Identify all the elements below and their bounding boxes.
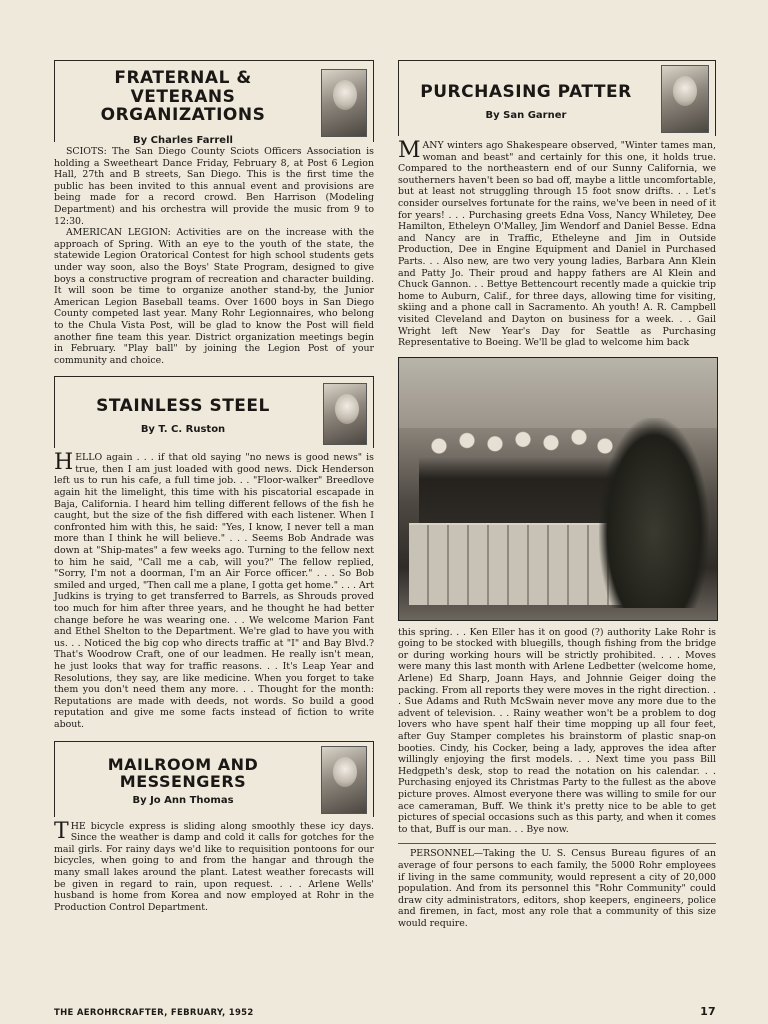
stainless-body xyxy=(54,452,374,730)
mailroom-header xyxy=(54,741,374,817)
fraternal-title: FRATERNAL & VETERANS ORGANIZATIONS xyxy=(100,68,266,126)
christmas-party-photo xyxy=(398,357,718,621)
left-column xyxy=(54,60,374,913)
stainless-byline: By T. C. Ruston xyxy=(140,423,226,435)
page-number: 17 xyxy=(700,1005,716,1018)
publication-line: THE AEROHRCRAFTER, FEBRUARY, 1952 xyxy=(54,1008,254,1018)
photo-christmas-tree xyxy=(599,418,709,608)
purchasing-paragraph-1 xyxy=(398,140,716,349)
fraternal-header xyxy=(54,60,374,147)
purchasing-header xyxy=(398,60,716,136)
page-footer xyxy=(54,1005,716,1018)
mailroom-byline: By Jo Ann Thomas xyxy=(132,794,234,806)
purchasing-text-2: this spring. . . Ken Eller has it on good (?) authority Lake Rohr is going to be stocked with bluegills, though fishing from the bridge or during working hours will be strictly prohibited. . . . Moves were many this last month with Arlene Ledbetter (welcome home, Arlene) Ed Sharp, Joann Hays, and Johnnie Geiger doing the packing. From all reports they were moves in the right direction. . . Sue Adams and Ruth McSwain never move any more due to the advent of television. . . Rainy weather won't be a problem to dog lovers who have spent half their time mopping up all four feet, after Guy Stamper completes his brainstorm of plastic snap-on booties. Cindy, his Cocker, being a lady, approves the idea after willingly enjoying the first models. . . Next time you pass Bill Hedgpeth's desk, stop to read the notation on his calendar. . . Purchasing enjoyed its Christmas Party to the fullest as the above picture proves. Almost everyone there was willing to smile for our ace cameraman, Buff. We think it's pretty nice to be able to get pictures of special occasions such as this party, and when it comes to that, Buff is our man. . . Bye now. xyxy=(398,626,716,835)
stainless-header xyxy=(54,376,374,448)
purchasing-dropcap: M xyxy=(398,138,421,163)
mailroom-section xyxy=(54,741,374,914)
stainless-section xyxy=(54,376,374,730)
purchasing-title: PURCHASING PATTER xyxy=(420,82,632,102)
mailroom-body xyxy=(54,818,374,914)
personnel-paragraph: PERSONNEL—Taking the U. S. Census Bureau figures of an average of four persons to each family, the 5000 Rohr employees if living in the same community, would represent a city of 20,000 population. And from its personnel this "Rohr Community" could draw city administrators, editors, shop keepers, engineers, police and firemen, in fact, most any role that a community of this size would require. xyxy=(398,843,716,929)
purchasing-section xyxy=(398,60,716,930)
purchasing-body-top xyxy=(398,140,716,349)
author-photo-garner xyxy=(661,65,709,133)
stainless-text: ELLO again . . . if that old saying "no news is good news" is true, then I am just loaded with good news. Dick Henderson left us to run his cafe, a full time job. . . "Floor-walker" Breedlove again hit the limelight, this time with his piscatorial escapade in Baja, California. I heard him telling different fellows of the fish he caught, but the size of the fish differed with each listener. When I confronted him with this, he said: "Yes, I know, I never tell a man more than I think he will believe." . . . Seems Bob Andrade was down at "Ship-mates" a few weeks ago. Turning to the fellow next to him he said, "Call me a cab, will you?" The fellow replied, "Sorry, I'm not a doorman, I'm an Air Force officer." . . . So Bob smiled and urged, "Then call me a plane, I gotta get home." . . . Art Judkins is trying to get transferred to Barrels, as Shrouds proved too much for him after three years, and he thought he had better change before he was wearing one. . . We welcome Marion Fant and Ethel Shelton to the Department. We're glad to have you with us. . . Noticed the big cop who directs traffic at "I" and Bay Blvd.? That's Woodrow Craft, one of our leadmen. He really isn't mean, he just looks that way for traffic reasons. . . It's Leap Year and Resolutions, they say, are like medicine. When you forget to take them you don't need them any more. . . Thought for the month: Reputations are made with deeds, not words. So build a good reputation and give me some facts instead of fiction to write about. xyxy=(54,452,374,730)
mailroom-text: HE bicycle express is sliding along smoothly these icy days. Since the weather is damp and cold it calls for gotches for the mail girls. For rainy days we'd like to requisition pontoons for our bicycles, when going to and from the hangar and through the many small lakes around the plant. Latest weather forecasts will be given in regard to rain, upon request. . . . Arlene Wells' husband is home from Korea and now employed at Rohr in the Production Control Department. xyxy=(54,820,374,913)
stainless-dropcap: H xyxy=(54,450,74,476)
fraternal-section xyxy=(54,60,374,366)
purchasing-text-1: ANY winters ago Shakespeare observed, "Winter tames man, woman and beast" and certainly for this one, it holds true. Compared to the northeastern end of our Sunny California, we southerners haven't been so bad off, maybe a little uncomfortable, but at least not struggling through 15 foot snow drifts. . . Let's consider ourselves fortunate for the rains, we've been in need of it for years! . . . Purchasing greets Edna Voss, Nancy Whiletey, Dee Hamilton, Etheleyn O'Malley, Jim Wendorf and Daniel Besse. Edna and Nancy are in Traffic, Etheleyne and Jim in Outside Production, Dee in Engine Equipment and Daniel in Purchased Parts. . . Also new, are two very young ladies, Barbara Ann Klein and Patty Jo. Their proud and happy fathers are Al Klein and Chuck Gannon. . . Bettye Bettencourt recently made a quickie trip home to Auburn, Calif., for three days, allowing time for visiting, skiing and a phone call in Sacramento. Ah youth! A. R. Campbell visited Cleveland and Dayton on business for a week. . . Gail Wright left New Year's Day for Seattle as Purchasing Representative to Boeing. We'll be glad to welcome him back xyxy=(398,140,716,349)
author-photo-thomas xyxy=(321,746,367,814)
mailroom-paragraph xyxy=(54,818,374,914)
purchasing-body-bottom xyxy=(398,627,716,930)
stainless-paragraph xyxy=(54,452,374,730)
purchasing-byline: By San Garner xyxy=(485,109,567,121)
fraternal-body xyxy=(54,146,374,366)
right-column xyxy=(398,60,716,930)
stainless-title: STAINLESS STEEL xyxy=(96,396,270,417)
fraternal-paragraph-legion: AMERICAN LEGION: Activities are on the increase with the approach of Spring. With an eye to the youth of the state, the statewide Legion Oratorical Contest for high school students gets under way soon, also the Boys' State Program, designed to give boys a constructive program of recreation and character building. It will soon be time to organize another stand-by, the Junior American Legion Baseball teams. Over 1600 boys in San Diego County competed last year. Many Rohr Legionnaires, who belong to the Chula Vista Post, will be glad to know the Post will field another fine team this year. District organization meetings begin in February. "Play ball" by joining the Legion Post of your community and choice. xyxy=(54,227,374,366)
fraternal-paragraph-sciots: SCIOTS: The San Diego County Sciots Officers Association is holding a Sweetheart Dance Friday, February 8, at Post 6 Legion Hall, 27th and B streets, San Diego. This is the first time the public has been invited to this annual event and provisions are being made for a record crowd. Ben Harrison (Modeling Department) and his orchestra will provide the music from 9 to 12:30. xyxy=(54,146,374,227)
mailroom-title: MAILROOM AND MESSENGERS xyxy=(107,754,259,792)
author-photo-ruston xyxy=(323,383,367,445)
author-photo-farrell xyxy=(321,69,367,137)
mailroom-dropcap: T xyxy=(54,818,69,844)
fraternal-byline: By Charles Farrell xyxy=(133,135,233,147)
photo-people xyxy=(419,413,619,523)
